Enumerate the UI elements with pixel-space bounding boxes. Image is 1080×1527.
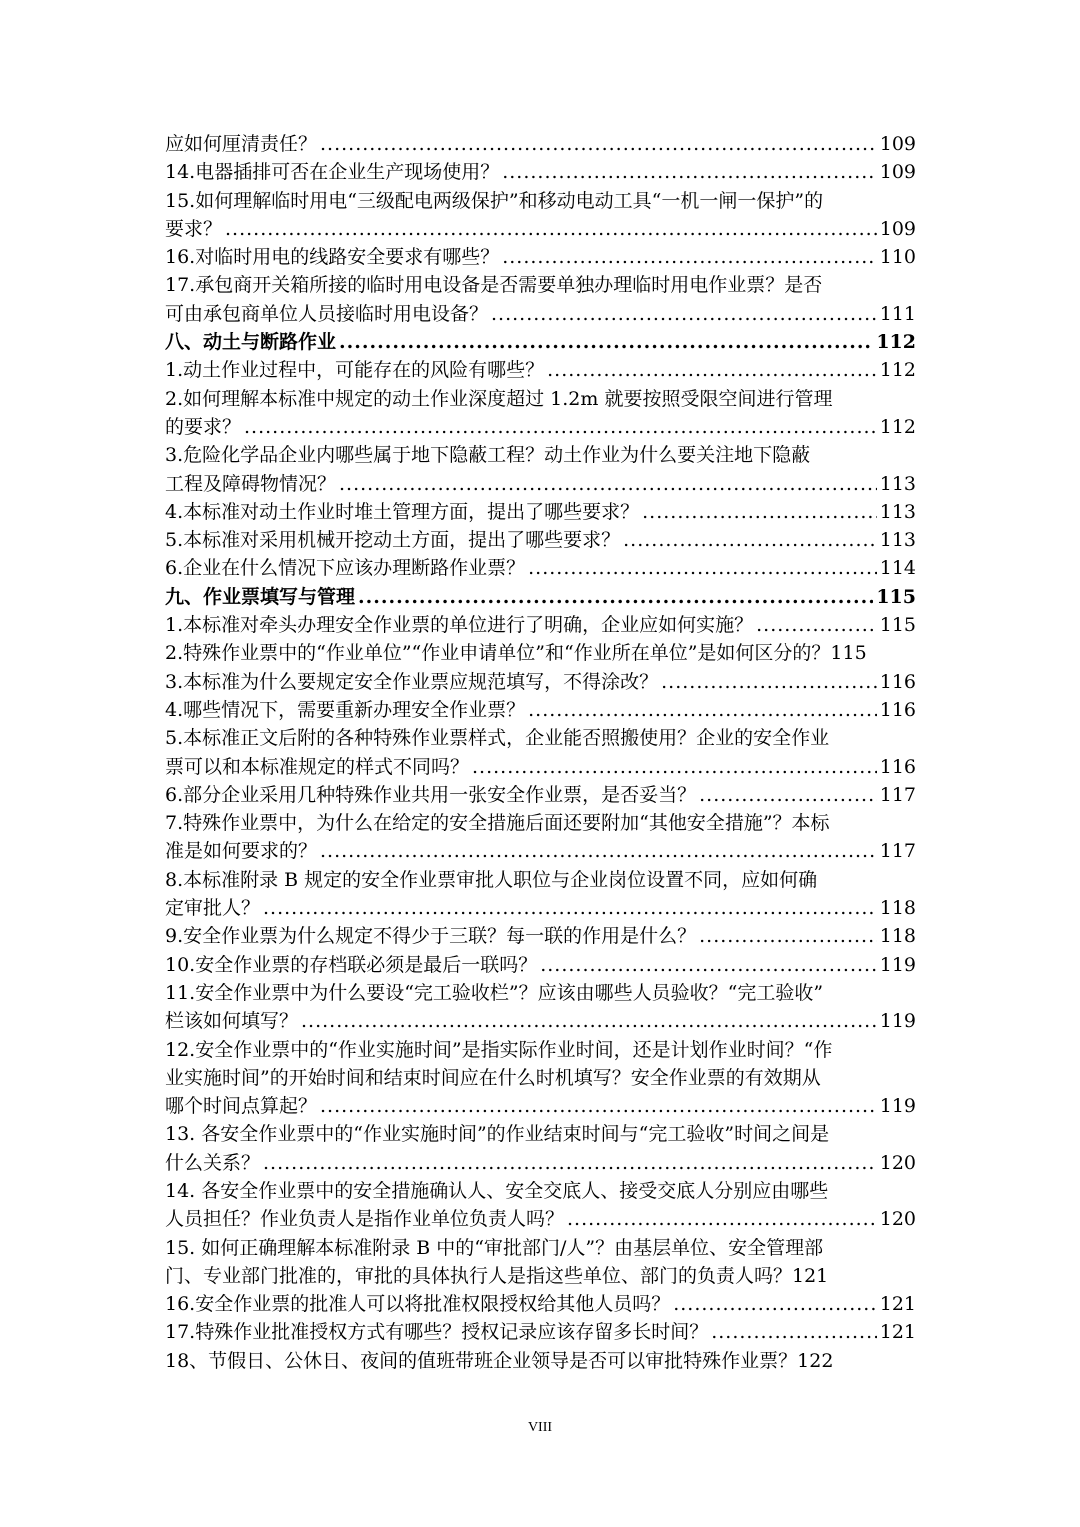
toc-entry-line[interactable] <box>165 837 916 865</box>
toc-entry-line[interactable] <box>165 611 916 639</box>
toc-entry-title: 定审批人？ <box>165 897 261 920</box>
toc-entry-page: 115 <box>879 614 916 637</box>
toc-entry-line[interactable] <box>165 1290 916 1318</box>
toc-entry-title: 14. 各安全作业票中的安全措施确认人、安全交底人、接受交底人分别应由哪些 <box>165 1179 829 1202</box>
toc-entry-line[interactable] <box>165 639 916 667</box>
toc-entry-line[interactable] <box>165 1318 916 1346</box>
toc-entry-title: 票可以和本标准规定的样式不同吗？ <box>165 755 470 778</box>
toc-entry-title: 9.安全作业票为什么规定不得少于三联？每一联的作用是什么？ <box>165 925 697 948</box>
toc-entry-page: 118 <box>879 925 916 948</box>
toc-entry-page: 109 <box>879 217 916 240</box>
toc-entry-line[interactable] <box>165 951 916 979</box>
dot-leader <box>567 1205 877 1233</box>
toc-entry-title: 栏该如何填写？ <box>165 1010 299 1033</box>
toc-entry-title: 工程及障碍物情况？ <box>165 472 337 495</box>
toc-entry-title: 准是如何要求的？ <box>165 840 318 863</box>
toc-entry-page: 119 <box>879 1010 916 1033</box>
toc-entry-page: 116 <box>879 698 916 721</box>
dot-leader <box>699 781 877 809</box>
toc-entry-page: 119 <box>879 953 916 976</box>
toc-entry-title: 3.本标准为什么要规定安全作业票应规范填写，不得涂改？ <box>165 670 659 693</box>
toc-entry-line[interactable] <box>165 724 916 752</box>
toc-entry-page: 117 <box>879 840 916 863</box>
dot-leader <box>225 215 877 243</box>
toc-entry-line[interactable] <box>165 356 916 384</box>
toc-entry-title: 18、节假日、公休日、夜间的值班带班企业领导是否可以审批特殊作业票？122 <box>165 1349 834 1372</box>
dot-leader <box>502 158 877 186</box>
toc-entry-page: 116 <box>879 670 916 693</box>
toc-entry-title: 九、作业票填写与管理 <box>165 585 356 608</box>
toc-entry-line[interactable] <box>165 526 916 554</box>
toc-entry-title: 要求？ <box>165 217 223 240</box>
toc-entry-line[interactable] <box>165 1092 916 1120</box>
toc-entry-page: 115 <box>876 585 916 608</box>
toc-entry-line[interactable] <box>165 1205 916 1233</box>
toc-entry-line[interactable] <box>165 668 916 696</box>
toc-entry-title: 6.部分企业采用几种特殊作业共用一张安全作业票，是否妥当？ <box>165 783 697 806</box>
toc-entry-title: 15. 如何正确理解本标准附录 B 中的“审批部门/人”？由基层单位、安全管理部 <box>165 1236 824 1259</box>
toc-entry-title: 8.本标准附录 B 规定的安全作业票审批人职位与企业岗位设置不同，应如何确 <box>165 868 818 891</box>
toc-entry-page: 120 <box>879 1151 916 1174</box>
toc-entry-title: 16.对临时用电的线路安全要求有哪些？ <box>165 246 500 269</box>
toc-entry-line[interactable] <box>165 894 916 922</box>
table-of-contents <box>165 130 916 1375</box>
toc-entry-line[interactable] <box>165 583 916 611</box>
toc-entry-title: 可由承包商单位人员接临时用电设备？ <box>165 302 489 325</box>
toc-entry-line[interactable] <box>165 753 916 781</box>
toc-entry-title: 4.本标准对动土作业时堆土管理方面，提出了哪些要求？ <box>165 500 640 523</box>
toc-entry-page: 120 <box>879 1208 916 1231</box>
dot-leader <box>320 1092 877 1120</box>
toc-entry-page: 112 <box>879 359 916 382</box>
toc-entry-title: 5.本标准对采用机械开挖动土方面，提出了哪些要求？ <box>165 529 621 552</box>
toc-entry-line[interactable] <box>165 554 916 582</box>
toc-entry-line[interactable] <box>165 1007 916 1035</box>
toc-entry-line[interactable] <box>165 413 916 441</box>
toc-entry-line[interactable] <box>165 1036 916 1064</box>
dot-leader <box>699 922 877 950</box>
toc-entry-line[interactable] <box>165 385 916 413</box>
toc-entry-title: 14.电器插排可否在企业生产现场使用？ <box>165 161 500 184</box>
toc-entry-line[interactable] <box>165 243 916 271</box>
dot-leader <box>502 243 877 271</box>
toc-entry-line[interactable] <box>165 781 916 809</box>
toc-entry-line[interactable] <box>165 809 916 837</box>
toc-entry-title: 应如何厘清责任？ <box>165 133 318 155</box>
dot-leader <box>320 130 877 158</box>
toc-entry-page: 119 <box>879 1095 916 1118</box>
toc-entry-page: 121 <box>879 1321 916 1344</box>
toc-entry-title: 17.承包商开关箱所接的临时用电设备是否需要单独办理临时用电作业票？是否 <box>165 274 823 297</box>
toc-entry-page: 112 <box>879 415 916 438</box>
toc-entry-title: 6.企业在什么情况下应该办理断路作业票？ <box>165 557 526 580</box>
toc-entry-title: 1.本标准对牵头办理安全作业票的单位进行了明确，企业应如何实施？ <box>165 614 754 637</box>
dot-leader <box>756 611 877 639</box>
dot-leader <box>623 526 877 554</box>
dot-leader <box>339 470 877 498</box>
page-number: VIII <box>527 1420 553 1435</box>
toc-entry-line[interactable] <box>165 1120 916 1148</box>
toc-entry-line[interactable] <box>165 158 916 186</box>
toc-entry-title: 17.特殊作业批准授权方式有哪些？授权记录应该存留多长时间？ <box>165 1321 709 1344</box>
toc-entry-page: 112 <box>876 331 916 354</box>
toc-entry-title: 10.安全作业票的存档联必须是最后一联吗？ <box>165 953 538 976</box>
toc-entry-title: 八、动土与断路作业 <box>165 331 337 354</box>
toc-entry-title: 的要求？ <box>165 415 242 438</box>
toc-entry-page: 114 <box>879 557 916 580</box>
toc-entry-page: 113 <box>879 472 916 495</box>
toc-entry-line[interactable] <box>165 1234 916 1262</box>
toc-entry-line[interactable] <box>165 187 916 215</box>
dot-leader <box>528 696 877 724</box>
toc-entry-page: 111 <box>879 302 916 325</box>
toc-entry-page: 118 <box>879 897 916 920</box>
toc-entry-title: 什么关系？ <box>165 1151 261 1174</box>
dot-leader <box>244 413 877 441</box>
dot-leader <box>528 554 877 582</box>
toc-entry-title: 人员担任？作业负责人是指作业单位负责人吗？ <box>165 1208 565 1231</box>
toc-entry-line[interactable] <box>165 1064 916 1092</box>
toc-entry-title: 门、专业部门批准的，审批的具体执行人是指这些单位、部门的负责人吗？121 <box>165 1264 829 1287</box>
toc-entry-title: 哪个时间点算起？ <box>165 1095 318 1118</box>
toc-entry-page: 121 <box>879 1293 916 1316</box>
toc-entry-line[interactable] <box>165 1262 916 1290</box>
toc-entry-line[interactable] <box>165 498 916 526</box>
toc-entry-title: 3.危险化学品企业内哪些属于地下隐蔽工程？动土作业为什么要关注地下隐蔽 <box>165 444 811 467</box>
dot-leader <box>301 1007 877 1035</box>
toc-entry-page: 117 <box>879 783 916 806</box>
dot-leader <box>263 1149 877 1177</box>
toc-entry-line[interactable] <box>165 328 916 356</box>
dot-leader <box>711 1318 877 1346</box>
toc-entry-line[interactable] <box>165 300 916 328</box>
dot-leader <box>673 1290 877 1318</box>
toc-entry-line[interactable] <box>165 1149 916 1177</box>
toc-entry-page: 113 <box>879 500 916 523</box>
toc-entry-title: 15.如何理解临时用电“三级配电两级保护”和移动电动工具“一机一闸一保护”的 <box>165 189 824 212</box>
dot-leader <box>661 668 877 696</box>
toc-entry-title: 16.安全作业票的批准人可以将批准权限授权给其他人员吗？ <box>165 1293 671 1316</box>
toc-entry-line[interactable] <box>165 470 916 498</box>
toc-entry-title: 业实施时间”的开始时间和结束时间应在什么时机填写？安全作业票的有效期从 <box>165 1066 821 1089</box>
toc-entry-title: 11.安全作业票中为什么要设“完工验收栏”？应该由哪些人员验收？“完工验收” <box>165 981 824 1004</box>
dot-leader <box>642 498 877 526</box>
toc-entry-title: 12.安全作业票中的“作业实施时间”是指实际作业时间，还是计划作业时间？“作 <box>165 1038 833 1061</box>
dot-leader <box>358 583 873 611</box>
toc-entry-title: 2.如何理解本标准中规定的动土作业深度超过 1.2m 就要按照受限空间进行管理 <box>165 387 833 410</box>
toc-entry-title: 13. 各安全作业票中的“作业实施时间”的作业结束时间与“完工验收”时间之间是 <box>165 1123 830 1146</box>
toc-entry-title: 4.哪些情况下，需要重新办理安全作业票？ <box>165 698 526 721</box>
dot-leader <box>491 300 877 328</box>
dot-leader <box>540 951 877 979</box>
toc-entry-line[interactable] <box>165 922 916 950</box>
toc-entry-line[interactable] <box>165 696 916 724</box>
toc-entry-line[interactable] <box>165 1177 916 1205</box>
toc-entry-page: 109 <box>879 161 916 184</box>
toc-entry-line[interactable] <box>165 1347 916 1375</box>
toc-entry-page: 113 <box>879 529 916 552</box>
dot-leader <box>320 837 877 865</box>
dot-leader <box>339 328 873 356</box>
toc-entry-line[interactable] <box>165 979 916 1007</box>
toc-entry-line[interactable] <box>165 215 916 243</box>
toc-entry-line[interactable] <box>165 271 916 299</box>
toc-entry-page: 110 <box>879 246 916 269</box>
toc-entry-page: 116 <box>879 755 916 778</box>
dot-leader <box>263 894 877 922</box>
toc-entry-title: 7.特殊作业票中，为什么在给定的安全措施后面还要附加“其他安全措施”？本标 <box>165 812 830 835</box>
toc-entry-line[interactable] <box>165 130 916 158</box>
dot-leader <box>547 356 877 384</box>
toc-entry-title: 1.动土作业过程中，可能存在的风险有哪些？ <box>165 359 545 382</box>
toc-entry-title: 2.特殊作业票中的“作业单位”“作业申请单位”和“作业所在单位”是如何区分的？115 <box>165 642 867 665</box>
toc-entry-line[interactable] <box>165 866 916 894</box>
toc-entry-page: 109 <box>879 133 916 155</box>
dot-leader <box>472 753 877 781</box>
toc-entry-title: 5.本标准正文后附的各种特殊作业票样式，企业能否照搬使用？企业的安全作业 <box>165 727 830 750</box>
toc-entry-line[interactable] <box>165 441 916 469</box>
